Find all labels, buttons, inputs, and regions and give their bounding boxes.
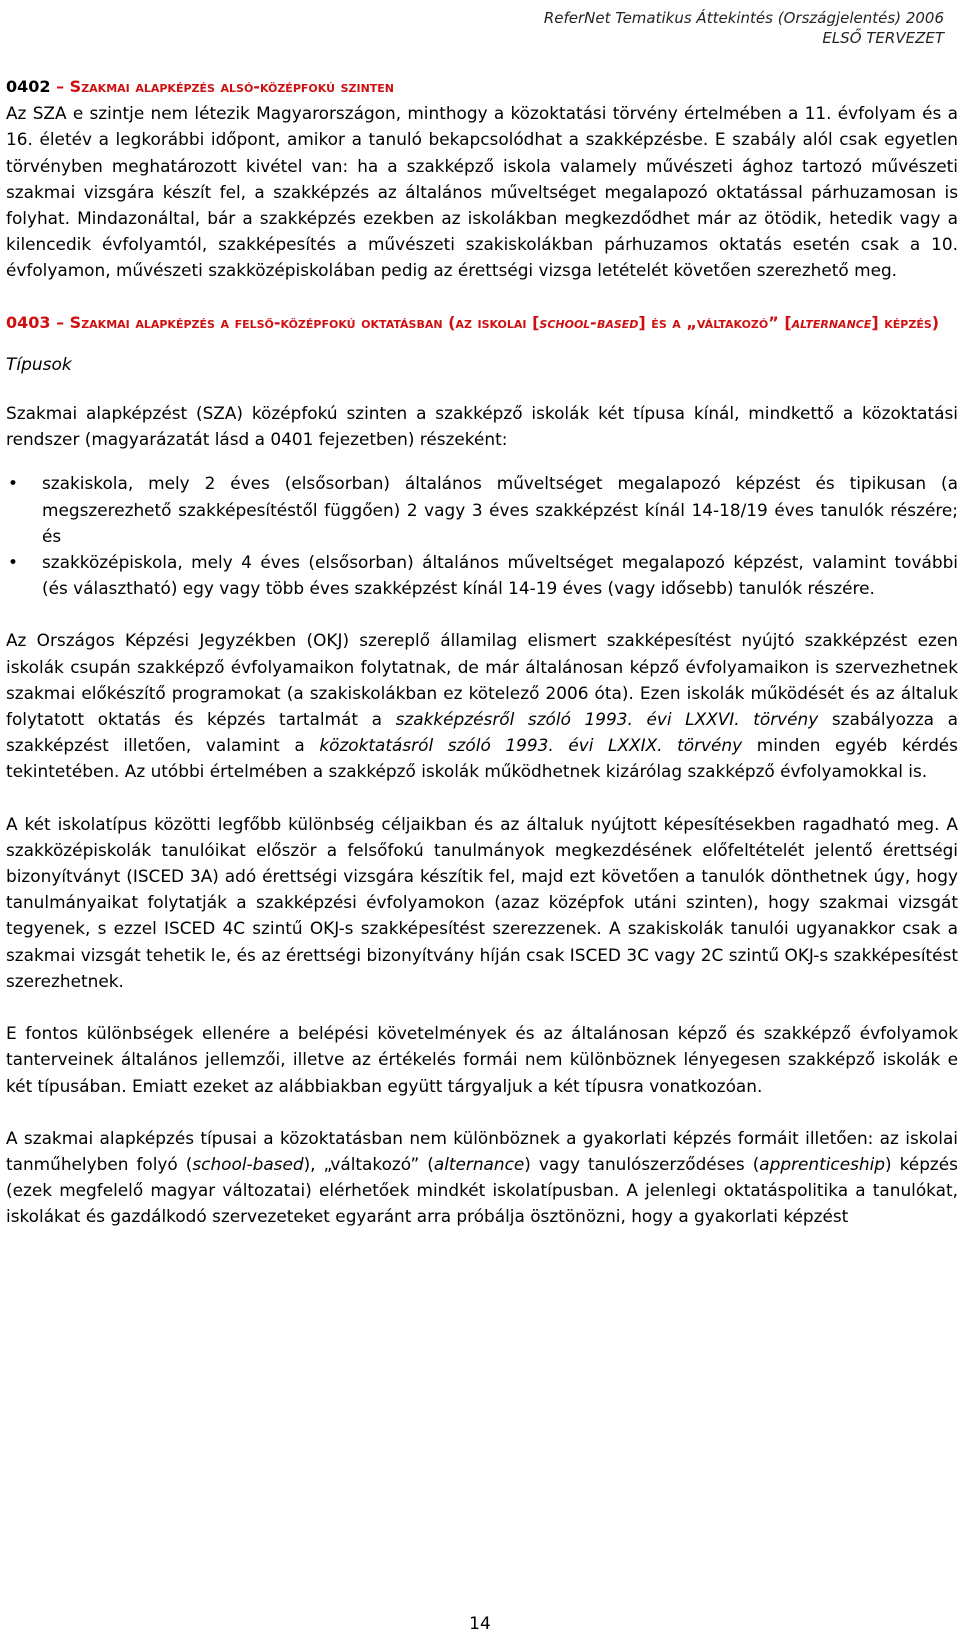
section-number: 0402 bbox=[6, 77, 51, 96]
section-heading-0403 bbox=[6, 310, 958, 336]
page-number: 14 bbox=[469, 1614, 491, 1634]
section-title-part: ] képzés) bbox=[871, 312, 940, 332]
text-run: szabályozza a szakképzést illetően, valamint a bbox=[6, 709, 958, 756]
text-run: ), „váltakozó” ( bbox=[303, 1153, 434, 1174]
text-run: ) képzés (ezek megfelelő magyar változatai) elérhetőek mindkét iskolatípusban. A jelenlegi oktatáspolitika a tanulókat, iskolákat és gazdálkodó szervezeteket egyaránt arra próbálja ösztönözni, hogy a gyakorlati képzést bbox=[6, 1153, 958, 1227]
header-draft-label: ELSŐ TERVEZET bbox=[822, 29, 944, 47]
text-run: alternance bbox=[433, 1153, 525, 1174]
paragraph-0402: Az SZA e szintje nem létezik Magyarországon, minthogy a közoktatási törvény értelmében a 11. évfolyam és a 16. életév a legkorábbi időpont, amikor a tanuló bekapcsolódhat a szakképzésbe. E szabály alól csak egyetlen törvényben meghatározott kivétel van: ha a szakképző iskola valamely művészeti ághoz tartozó művészeti szakmai vizsgára készít fel, a szakképzés az általános műveltséget megalapozó oktatással párhuzamosan is folyhat. Mindazonáltal, bár a szakképzés ezekben az iskolákban megkezdődhet már az ötödik, hetedik vagy a kilencedik évfolyamtól, szakképesítés a művészeti szakiskolákban párhuzamos oktatás esetén csak a 10. évfolyamon, művészeti szakközépiskolában pedig az érettségi vizsga letételét követően szerezhető meg. bbox=[6, 103, 958, 281]
subheading-types: Típusok bbox=[6, 354, 72, 375]
bullet-icon: • bbox=[8, 473, 18, 494]
document-body bbox=[6, 74, 958, 1230]
paragraph-okj bbox=[6, 627, 958, 784]
text-run: school-based bbox=[192, 1153, 304, 1174]
text-run: A szakmai alapképzés típusai a közoktatásban nem különböznek a gyakorlati képzés formáit illetően: az iskolai tanműhelyben folyó ( bbox=[6, 1127, 958, 1174]
intro-paragraph: Szakmai alapképzést (SZA) középfokú szinten a szakképző iskolák két típusa kínál, mindkettő a közoktatási rendszer (magyarázatát lásd a 0401 fejezetben) részeként: bbox=[6, 403, 958, 450]
running-header bbox=[544, 8, 944, 48]
paragraph-practical-training bbox=[6, 1125, 958, 1230]
text-run: ) vagy tanulószerződéses ( bbox=[524, 1153, 760, 1174]
section-heading-0402 bbox=[6, 74, 958, 100]
text-run: apprenticeship bbox=[759, 1153, 886, 1174]
header-title: ReferNet Tematikus Áttekintés (Országjelentés) 2006 bbox=[543, 9, 944, 27]
section-title-part: Szakmai alapképzés a felső-középfokú oktatásban (az iskolai [ bbox=[69, 312, 540, 332]
section-dash: – bbox=[50, 77, 70, 96]
bullet-icon: • bbox=[8, 552, 18, 573]
section-title-part: ] és a „váltakozó” [ bbox=[638, 312, 792, 332]
paragraph-requirements: E fontos különbségek ellenére a belépési követelmények és az általánosan képző és szakképző évfolyamok tanterveinek általános jellemzői, illetve az értékelés formái nem különböznek lényegesen szakképző iskolák e két típusában. Emiatt ezeket az alábbiakban együtt tárgyaljuk a két típusra vonatkozóan. bbox=[6, 1023, 958, 1096]
section-title-part: school-based bbox=[539, 312, 639, 332]
list-item-text: szakiskola, mely 2 éves (elsősorban) általános műveltséget megalapozó képzést és tipikusan (a megszerezhető szakképesítéstől függően) 2 vagy 3 éves szakképzést kínál 14-18/19 éves tanulók részére; és bbox=[42, 473, 958, 546]
section-title: Szakmai alapképzés alsó-középfokú szinten bbox=[69, 77, 395, 96]
list-item bbox=[6, 549, 958, 601]
law-citation: közoktatásról szóló 1993. évi LXXIX. törvény bbox=[319, 735, 743, 756]
section-dash: – bbox=[50, 312, 70, 332]
text-run: minden egyéb kérdés tekintetében. Az utóbbi értelmében a szakképző iskolák működhetnek kizárólag szakképző évfolyamokkal is. bbox=[6, 735, 958, 782]
school-types-list bbox=[6, 470, 958, 601]
paragraph-differences: A két iskolatípus közötti legfőbb különbség céljaikban és az általuk nyújtott képesítésekben ragadható meg. A szakközépiskolák tanulóikat először a felsőfokú tanulmányok megkezdésének előfeltételét jelentő érettségi bizonyítványt (ISCED 3A) adó érettségi vizsgára készítik fel, majd ezt követően a tanulók dönthetnek úgy, hogy tanulmányaikat folytatják a szakképzési évfolyamokon (azaz középfok utáni szinten), hogy szakmai vizsgát tegyenek, s ezzel ISCED 4C szintű OKJ-s szakképesítést szerezzenek. A szakiskolák tanulói ugyanakkor csak a szakmai vizsgát tehetik le, és az érettségi bizonyítvány híján csak ISCED 3C vagy 2C szintű OKJ-s szakképesítést szerezhetnek. bbox=[6, 813, 958, 991]
text-run: Az Országos Képzési Jegyzékben (OKJ) szereplő államilag elismert szakképesítést nyújtó szakképzést ezen iskolák csupán szakképző évfolyamaikon folytatnak, de már általánosan képző évfolyamaikon is szervezhetnek szakmai előkészítő programokat (a szakiskolákban ez kötelező 2006 óta). Ezen iskolák működését és az általuk folytatott oktatás és képzés tartalmát a bbox=[6, 630, 958, 730]
law-citation: szakképzésről szóló 1993. évi LXXVI. törvény bbox=[395, 709, 819, 730]
section-number: 0403 bbox=[6, 312, 51, 332]
list-item bbox=[6, 470, 958, 549]
list-item-text: szakközépiskola, mely 4 éves (elsősorban) általános műveltséget megalapozó képzést, valamint további (és választható) egy vagy több éves szakképzést kínál 14-19 éves (vagy idősebb) tanulók részére. bbox=[42, 552, 958, 599]
section-title-part: alternance bbox=[791, 312, 872, 332]
